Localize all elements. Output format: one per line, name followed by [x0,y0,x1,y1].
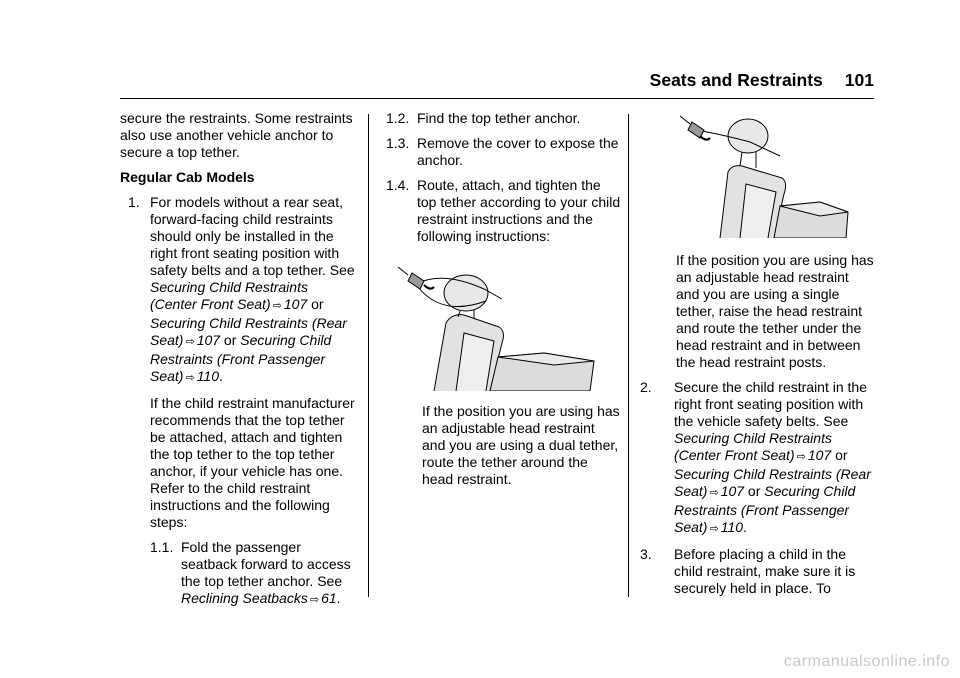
watermark: carmanualsonline.info [783,653,950,670]
page-ref-icon: ⇨ [709,523,719,535]
item-number: 3. [640,546,652,562]
figure-caption: If the position you are using has an adjustable head restraint and you are using a single tether, raise the head restraint and route the tether under the head restraint and in between the head restraint posts. [676,252,874,370]
cross-reference-link[interactable]: Securing Child Restraints (Center Front Seat) [674,430,832,463]
page-ref-number: 110 [196,368,220,384]
item-number: 2. [640,379,652,395]
body-paragraph: If the child restraint manufacturer recommends that the top tether be attached, attach and tighten the top tether to the top tether anchor, if your vehicle has one. Refer to the child restraint instructions and the following steps: [150,395,355,530]
column-1 [120,110,356,617]
column-divider-1 [368,114,369,597]
cross-reference-link[interactable]: Securing Child Restraints (Rear Seat) [150,315,347,348]
page-ref-number: 107 [196,332,221,348]
column-2 [386,110,622,496]
item-number: 1.2. [386,110,410,126]
page-ref-icon: ⇨ [185,336,195,348]
page-ref-icon: ⇨ [185,372,195,384]
sub-list-item-1-3 [386,135,622,169]
item-number: 1. [128,194,140,210]
page-ref-icon: ⇨ [796,451,806,463]
page-ref-number: 61 [321,590,337,606]
page-ref-icon: ⇨ [272,300,282,312]
page-ref-number: 107 [283,296,308,312]
cross-reference-link[interactable]: Securing Child Restraints (Rear Seat) [674,466,871,499]
column-divider-2 [628,114,629,597]
sub-list-item-1-2 [386,110,622,127]
subheading: Regular Cab Models [120,169,255,185]
section-title: Seats and Restraints [649,70,823,90]
list-item-2 [640,379,876,538]
list-item-3 [640,546,876,597]
page-number: 101 [844,70,874,90]
item-number: 1.3. [386,135,410,151]
single-tether-illustration [670,108,876,238]
item-text: Fold the passenger seatback forward to access the top tether anchor. See Reclining Seatbacks ⇨ 61. [181,539,351,606]
item-text: For models without a rear seat, forward-facing child restraints should only be installed in the right front seating position with safety belts and a top tether. See Securing Child Restraints (Center Front Seat) ⇨ 107 or Securing Child Restraints (Rear Seat) ⇨ 107 or Securing Child Restraints (Front Passenger Seat) ⇨ 110. [150,194,355,384]
item-text: Secure the child restraint in the right front seating position with the vehicle safety belts. See Securing Child Restraints (Center Front Seat) ⇨ 107 or Securing Child Restraints (Rear Seat) ⇨ 107 or Securing Child Restraints (Front Passenger Seat) ⇨ 110. [674,379,871,535]
page-header [650,72,874,89]
figure-caption: If the position you are using has an adjustable head restraint and you are using a dual tether, route the tether around the head restraint. [422,403,620,487]
column-3 [640,110,876,605]
page-ref-icon: ⇨ [709,487,719,499]
dual-tether-illustration [394,261,622,391]
page-ref-number: 107 [720,483,745,499]
sub-list-item-1-4 [386,177,622,245]
header-rule [120,98,874,99]
intro-paragraph: secure the restraints. Some restraints also use another vehicle anchor to secure a top tether. [120,110,353,160]
page-ref-number: 110 [720,519,744,535]
page-ref-icon: ⇨ [309,594,320,606]
cross-reference-link[interactable]: Securing Child Restraints (Front Passenger Seat) [674,483,856,535]
item-number: 1.1. [150,539,174,555]
item-text: Route, attach, and tighten the top tether according to your child restraint instructions and the following instructions: [417,177,621,244]
cross-reference-link[interactable]: Reclining Seatbacks [181,590,308,606]
item-text: Remove the cover to expose the anchor. [417,135,619,168]
cross-reference-link[interactable]: Securing Child Restraints (Center Front Seat) [150,279,308,312]
item-text: Find the top tether anchor. [417,110,581,126]
list-item-1 [128,194,356,387]
item-text: Before placing a child in the child restraint, make sure it is securely held in place. To [674,546,856,596]
sub-list-item-1-1 [150,539,356,609]
cross-reference-link[interactable]: Securing Child Restraints (Front Passenger Seat) [150,332,332,384]
item-number: 1.4. [386,177,410,193]
page-ref-number: 107 [807,447,832,463]
